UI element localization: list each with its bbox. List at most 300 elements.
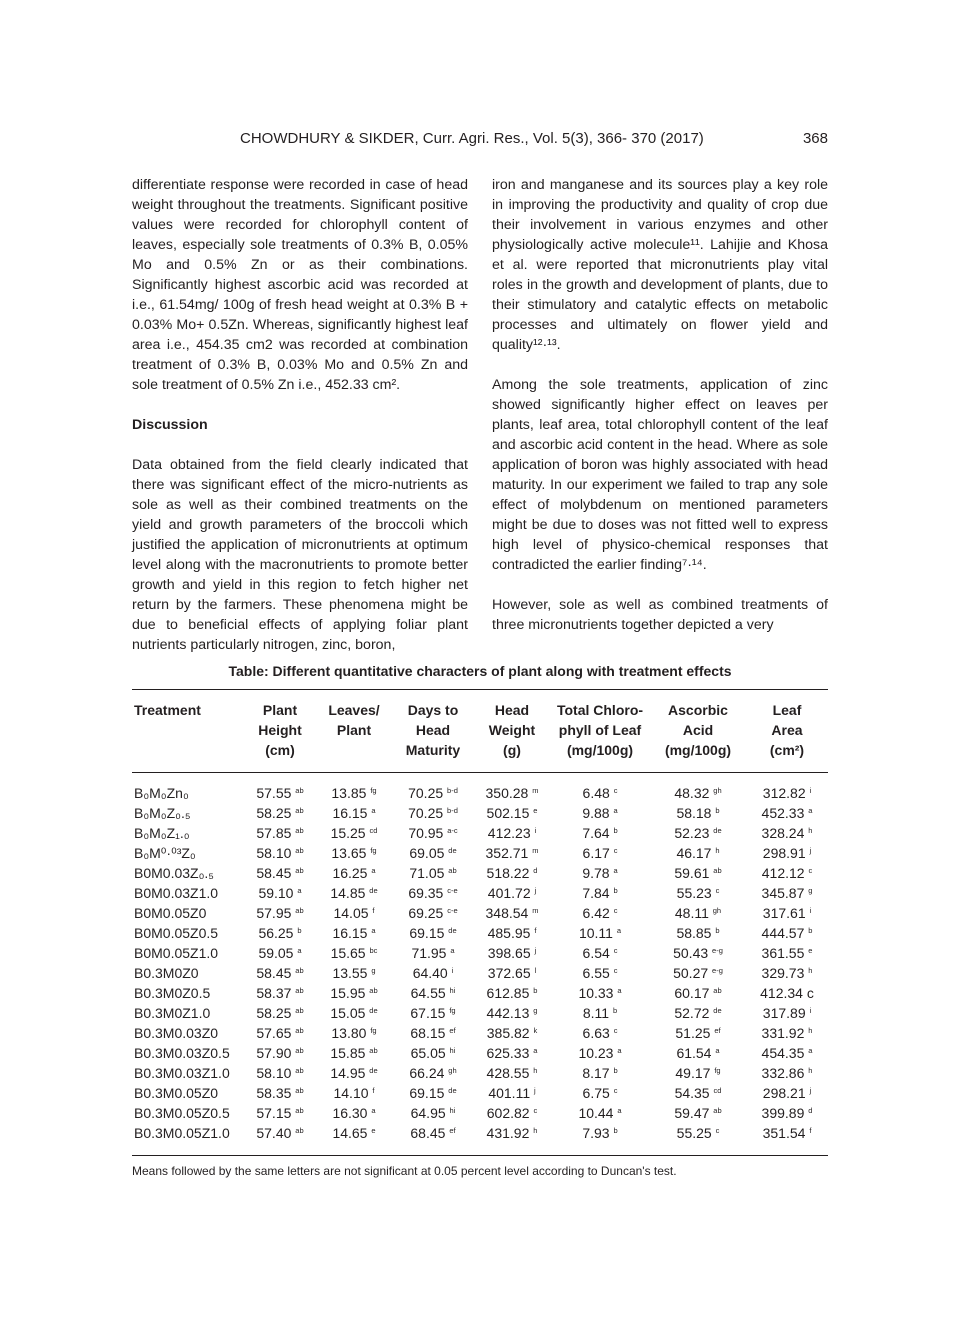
- significance-letter: a: [715, 1046, 720, 1055]
- value-cell: 58.37 $^{ab}$: [256, 985, 304, 1001]
- significance-letter: ab: [295, 1046, 304, 1055]
- results-table-block: [132, 663, 828, 1178]
- value-cell: 57.65 $^{ab}$: [256, 1025, 304, 1041]
- value-cell: 317.89 $^i$: [762, 1005, 812, 1021]
- significance-letter: cd: [713, 1086, 722, 1095]
- significance-letter: ef: [449, 1126, 456, 1135]
- significance-letter: b: [715, 926, 720, 935]
- significance-letter: f: [372, 906, 375, 915]
- paragraph: iron and manganese and its sources play a key role in improving the productivity and quality of crop due their involvement in various enzymes and other physiologically active molecule¹¹. Lahijie and Khosa et al. were reported that micronutrients play vital roles in the growth and development of plants, due to their stimulatory and catalytic effects on metabolic processes and ultimately on flower yield and quality¹²·¹³.: [492, 177, 828, 353]
- paragraph: Among the sole treatments, application of zinc showed significantly higher effect on leaves per plants, leaf area, total chlorophyll content of the leaf and ascorbic acid content in the head. Where as sole application of boron was highly associated with head maturity. In our experiment we failed to trap any sole effect of molybdenum on mentioned parameters might be due to doses was not fitted well to express high level of physico-chemical responses that contradicted the earlier finding⁷·¹⁴.: [492, 377, 828, 573]
- significance-letter: a: [297, 886, 302, 895]
- significance-letter: a: [808, 806, 813, 815]
- value-cell: 6.75 $^c$: [582, 1085, 618, 1101]
- value-cell: 57.40 $^{ab}$: [256, 1125, 304, 1141]
- value-cell: 69.35 $^{c-e}$: [408, 885, 458, 901]
- significance-letter: a: [617, 1046, 622, 1055]
- significance-letter: j: [534, 946, 537, 955]
- value-cell: 70.25 $^{b-d}$: [408, 785, 458, 801]
- significance-letter: a: [613, 806, 618, 815]
- running-head: CHOWDHURY & SIKDER, Curr. Agri. Res., Vol. 5(3), 366- 370 (2017): [240, 130, 704, 147]
- significance-letter: e: [533, 806, 538, 815]
- treatment-cell: B0.3M0.03Z0: [134, 1025, 219, 1041]
- value-cell: 58.25 $^{ab}$: [256, 1005, 304, 1021]
- significance-letter: h: [808, 966, 813, 975]
- table-footnote: Means followed by the same letters are not significant at 0.05 percent level according to Duncan's test.: [132, 1164, 677, 1178]
- value-cell: 58.45 $^{ab}$: [256, 865, 304, 881]
- value-cell: 328.24 $^h$: [761, 825, 813, 841]
- significance-letter: ab: [295, 1006, 304, 1015]
- column-header: Days to Head Maturity: [405, 702, 461, 758]
- significance-letter: ab: [295, 1086, 304, 1095]
- significance-letter: a: [613, 866, 618, 875]
- value-cell: 69.15 $^{de}$: [409, 1085, 457, 1101]
- table-row: [132, 1103, 828, 1123]
- significance-letter: e-g: [712, 946, 723, 955]
- significance-letter: ab: [369, 986, 378, 995]
- value-cell: 71.05 $^{ab}$: [409, 865, 457, 881]
- value-cell: 56.25 $^b$: [258, 925, 302, 941]
- significance-letter: b: [613, 1126, 618, 1135]
- significance-letter: ab: [295, 826, 304, 835]
- significance-letter: c: [613, 1086, 618, 1095]
- significance-letter: i: [809, 906, 812, 915]
- treatment-cell: B0M0.03Z1.0: [134, 885, 219, 901]
- significance-letter: e: [371, 1126, 376, 1135]
- significance-letter: i: [809, 786, 812, 795]
- value-cell: 61.54 $^a$: [676, 1045, 720, 1061]
- value-cell: 298.91 $^j$: [762, 845, 812, 861]
- significance-letter: ef: [449, 1026, 456, 1035]
- significance-letter: i: [534, 826, 537, 835]
- value-cell: 9.88 $^a$: [582, 805, 618, 821]
- value-cell: 502.15 $^e$: [486, 805, 538, 821]
- right-column: [492, 175, 828, 655]
- table-row: [132, 883, 828, 903]
- significance-letter: i: [809, 1006, 812, 1015]
- value-cell: 58.10 $^{ab}$: [256, 1065, 304, 1081]
- value-cell: 298.21 $^j$: [762, 1085, 812, 1101]
- significance-letter: fg: [714, 1066, 721, 1075]
- value-cell: 64.40 $^i$: [412, 965, 454, 981]
- significance-letter: de: [713, 826, 722, 835]
- value-cell: 10.33 $^a$: [578, 985, 622, 1001]
- significance-letter: e-g: [712, 966, 723, 975]
- value-cell: 59.10 $^a$: [258, 885, 302, 901]
- significance-letter: h: [808, 1066, 813, 1075]
- significance-letter: c: [715, 886, 720, 895]
- significance-letter: bc: [369, 946, 378, 955]
- table-row: [132, 1023, 828, 1043]
- significance-letter: ab: [448, 866, 457, 875]
- column-header: Total Chloro- phyll of Leaf (mg/100g): [556, 702, 644, 758]
- value-cell: 16.15 $^a$: [332, 805, 376, 821]
- column-header: Ascorbic Acid (mg/100g): [664, 702, 732, 758]
- value-cell: 50.27 $^{e-g}$: [673, 965, 723, 981]
- value-cell: 372.65 $^l$: [487, 965, 537, 981]
- significance-letter: g: [533, 1006, 538, 1015]
- significance-letter: h: [808, 1026, 813, 1035]
- significance-letter: de: [448, 1086, 457, 1095]
- significance-letter: a: [371, 926, 376, 935]
- value-cell: 57.95 $^{ab}$: [256, 905, 304, 921]
- significance-letter: c: [613, 906, 618, 915]
- significance-letter: a: [617, 986, 622, 995]
- significance-letter: k: [533, 1026, 538, 1035]
- value-cell: 64.95 $^{hi}$: [410, 1105, 456, 1121]
- significance-letter: g: [371, 966, 376, 975]
- significance-letter: a-c: [447, 826, 458, 835]
- significance-letter: c: [715, 1126, 720, 1135]
- treatment-cell: B0.3M0.05Z0: [134, 1085, 219, 1101]
- value-cell: 317.61 $^i$: [762, 905, 812, 921]
- significance-letter: a: [371, 866, 376, 875]
- value-cell: 6.17 $^c$: [582, 845, 618, 861]
- significance-letter: ab: [295, 906, 304, 915]
- significance-letter: m: [532, 906, 539, 915]
- column-header: Treatment: [134, 702, 201, 718]
- significance-letter: gh: [713, 786, 722, 795]
- significance-letter: j: [534, 1086, 536, 1095]
- value-cell: 7.64 $^b$: [582, 825, 618, 841]
- treatment-cell: B0.3M0Z0: [134, 965, 199, 981]
- value-cell: 428.55 $^h$: [486, 1065, 538, 1081]
- significance-letter: de: [369, 1006, 378, 1015]
- treatment-cell: B0.3M0.05Z1.0: [134, 1125, 230, 1141]
- significance-letter: h: [533, 1126, 538, 1135]
- significance-letter: h: [715, 846, 720, 855]
- value-cell: 7.93 $^b$: [582, 1125, 618, 1141]
- table-row: [132, 823, 828, 843]
- value-cell: 602.82 $^c$: [486, 1105, 538, 1121]
- value-cell: 352.71 $^m$: [485, 845, 539, 861]
- value-cell: 332.86 $^h$: [761, 1065, 813, 1081]
- value-cell: 398.65 $^j$: [487, 945, 537, 961]
- value-cell: 58.45 $^{ab}$: [256, 965, 304, 981]
- significance-letter: ab: [295, 986, 304, 995]
- treatment-cell: B₀M₀Z₁.₀: [134, 825, 190, 841]
- treatment-cell: B0.3M0.03Z1.0: [134, 1065, 230, 1081]
- significance-letter: fg: [370, 786, 377, 795]
- significance-letter: hi: [449, 1106, 456, 1115]
- significance-letter: ab: [295, 1026, 304, 1035]
- value-cell: 431.92 $^h$: [486, 1125, 538, 1141]
- value-cell: 14.10 $^f$: [333, 1085, 375, 1101]
- value-cell: 55.23 $^c$: [676, 885, 720, 901]
- significance-letter: b: [533, 986, 538, 995]
- value-cell: 412.34 c: [760, 985, 814, 1001]
- value-cell: 331.92 $^h$: [761, 1025, 813, 1041]
- value-cell: 385.82 $^k$: [486, 1025, 538, 1041]
- value-cell: 48.32 $^{gh}$: [674, 785, 722, 801]
- value-cell: 399.89 $^d$: [761, 1105, 813, 1121]
- value-cell: 16.15 $^a$: [332, 925, 376, 941]
- value-cell: 70.25 $^{b-d}$: [408, 805, 458, 821]
- significance-letter: c-e: [447, 906, 458, 915]
- value-cell: 68.45 $^{ef}$: [410, 1125, 456, 1141]
- value-cell: 57.15 $^{ab}$: [256, 1105, 304, 1121]
- value-cell: 452.33 $^a$: [761, 805, 813, 821]
- value-cell: 58.10 $^{ab}$: [256, 845, 304, 861]
- value-cell: 612.85 $^b$: [486, 985, 538, 1001]
- significance-letter: hi: [449, 1046, 456, 1055]
- value-cell: 14.95 $^{de}$: [330, 1065, 378, 1081]
- significance-letter: de: [448, 846, 457, 855]
- section-heading-discussion: Discussion: [132, 417, 208, 433]
- significance-letter: c: [613, 786, 618, 795]
- significance-letter: a: [533, 1046, 538, 1055]
- table-row: [132, 923, 828, 943]
- value-cell: 15.05 $^{de}$: [330, 1005, 378, 1021]
- significance-letter: c: [613, 846, 618, 855]
- value-cell: 6.55 $^c$: [582, 965, 618, 981]
- significance-letter: fg: [370, 846, 377, 855]
- significance-letter: b-d: [447, 786, 458, 795]
- value-cell: 58.18 $^b$: [676, 805, 720, 821]
- value-cell: 52.23 $^{de}$: [674, 825, 722, 841]
- table-row: [132, 843, 828, 863]
- column-header: Leaves/ Plant: [328, 702, 380, 738]
- value-cell: 348.54 $^m$: [485, 905, 539, 921]
- significance-letter: c-e: [447, 886, 458, 895]
- value-cell: 69.15 $^{de}$: [409, 925, 457, 941]
- value-cell: 59.05 $^a$: [258, 945, 302, 961]
- table-header-row: [132, 690, 828, 773]
- significance-letter: de: [369, 1066, 378, 1075]
- column-header: Head Weight (g): [488, 702, 536, 758]
- significance-letter: ab: [295, 1126, 304, 1135]
- significance-letter: a: [371, 806, 376, 815]
- value-cell: 71.95 $^a$: [411, 945, 455, 961]
- significance-letter: ef: [714, 1026, 721, 1035]
- value-cell: 58.85 $^b$: [676, 925, 720, 941]
- value-cell: 6.63 $^c$: [582, 1025, 618, 1041]
- treatment-cell: B0.3M0Z0.5: [134, 985, 211, 1001]
- significance-letter: h: [533, 1066, 538, 1075]
- value-cell: 14.05 $^f$: [333, 905, 375, 921]
- significance-letter: ab: [295, 806, 304, 815]
- significance-letter: i: [451, 966, 454, 975]
- value-cell: 46.17 $^h$: [676, 845, 720, 861]
- treatment-cell: B₀M₀Z₀.₅: [134, 805, 191, 821]
- value-cell: 64.55 $^{hi}$: [410, 985, 456, 1001]
- treatment-cell: B₀M₀Zn₀: [134, 785, 189, 801]
- table-row: [132, 803, 828, 823]
- significance-letter: d: [533, 866, 538, 875]
- value-cell: 15.65 $^{bc}$: [330, 945, 378, 961]
- significance-letter: de: [448, 926, 457, 935]
- table-body: [132, 773, 828, 1156]
- significance-letter: b: [808, 926, 813, 935]
- significance-letter: ab: [295, 1066, 304, 1075]
- significance-letter: a: [450, 946, 455, 955]
- paragraph: differentiate response were recorded in case of head weight throughout the treatments. Significant positive values were recorded for chlorophyll content of leaves, especially sole treatments of 0.3% B, 0.05% Mo and 0.5% Zn or as their combinations. Significantly highest ascorbic acid was recorded at i.e., 61.54mg/ 100g of fresh head weight at 0.3% B + 0.03% Mo+ 0.5Zn. Whereas, significantly highest leaf area i.e., 454.35 cm2 was recorded at combination treatment of 0.3% B, 0.03% Mo and 0.5% Zn and sole treatment of 0.5% Zn i.e., 452.33 cm².: [132, 177, 468, 393]
- value-cell: 59.47 $^{ab}$: [674, 1105, 722, 1121]
- significance-letter: b: [715, 806, 720, 815]
- table-row: [132, 773, 828, 804]
- value-cell: 345.87 $^g$: [761, 885, 813, 901]
- significance-letter: cd: [369, 826, 378, 835]
- significance-letter: ab: [295, 966, 304, 975]
- value-cell: 16.30 $^a$: [332, 1105, 376, 1121]
- significance-letter: c: [613, 946, 618, 955]
- significance-letter: f: [372, 1086, 375, 1095]
- treatment-cell: B0.3M0.05Z0.5: [134, 1105, 230, 1121]
- table-row: [132, 983, 828, 1003]
- value-cell: 10.23 $^a$: [578, 1045, 622, 1061]
- value-cell: 485.95 $^f$: [487, 925, 537, 941]
- significance-letter: d: [808, 1106, 813, 1115]
- significance-letter: b: [612, 1006, 618, 1015]
- value-cell: 13.55 $^g$: [332, 965, 376, 981]
- value-cell: 401.11 $^j$: [488, 1085, 536, 1101]
- significance-letter: ab: [295, 866, 304, 875]
- page-header: [0, 130, 960, 150]
- significance-letter: a: [371, 1106, 376, 1115]
- treatment-cell: B0M0.05Z0.5: [134, 925, 219, 941]
- value-cell: 69.05 $^{de}$: [409, 845, 457, 861]
- significance-letter: ab: [369, 1046, 378, 1055]
- significance-letter: c: [533, 1106, 538, 1115]
- value-cell: 351.54 $^f$: [762, 1125, 812, 1141]
- significance-letter: a: [808, 1046, 813, 1055]
- value-cell: 454.35 $^a$: [761, 1045, 813, 1061]
- significance-letter: g: [808, 886, 813, 895]
- value-cell: 16.25 $^a$: [332, 865, 376, 881]
- value-cell: 66.24 $^{gh}$: [409, 1065, 457, 1081]
- table-row: [132, 1003, 828, 1023]
- value-cell: 55.25 $^c$: [676, 1125, 720, 1141]
- value-cell: 68.15 $^{ef}$: [410, 1025, 456, 1041]
- value-cell: 329.73 $^h$: [761, 965, 813, 981]
- table-row: [132, 1083, 828, 1103]
- value-cell: 6.42 $^c$: [582, 905, 618, 921]
- treatment-cell: B0M0.03Z₀.₅: [134, 865, 214, 881]
- value-cell: 14.85 $^{de}$: [330, 885, 378, 901]
- left-column: [132, 175, 468, 675]
- value-cell: 8.17 $^b$: [582, 1065, 618, 1081]
- significance-letter: gh: [712, 906, 722, 915]
- value-cell: 625.33 $^a$: [486, 1045, 538, 1061]
- value-cell: 7.84 $^b$: [582, 885, 618, 901]
- significance-letter: f: [809, 1126, 812, 1135]
- significance-letter: hi: [449, 986, 456, 995]
- significance-letter: m: [532, 786, 539, 795]
- value-cell: 6.48 $^c$: [582, 785, 618, 801]
- significance-letter: de: [369, 886, 378, 895]
- value-cell: 58.25 $^{ab}$: [256, 805, 304, 821]
- significance-letter: ab: [713, 866, 722, 875]
- value-cell: 67.15 $^{fg}$: [410, 1005, 456, 1021]
- significance-letter: ab: [295, 1106, 304, 1115]
- significance-letter: c: [613, 966, 618, 975]
- value-cell: 48.11 $^{gh}$: [674, 905, 722, 921]
- value-cell: 49.17 $^{fg}$: [675, 1065, 721, 1081]
- significance-letter: c: [613, 1026, 618, 1035]
- significance-letter: a: [297, 946, 302, 955]
- treatment-cell: B0.3M0.03Z0.5: [134, 1045, 230, 1061]
- value-cell: 57.85 $^{ab}$: [256, 825, 304, 841]
- table-row: [132, 943, 828, 963]
- table-row: [132, 863, 828, 883]
- value-cell: 9.78 $^a$: [582, 865, 618, 881]
- significance-letter: gh: [448, 1066, 457, 1075]
- value-cell: 57.90 $^{ab}$: [256, 1045, 304, 1061]
- value-cell: 14.65 $^e$: [332, 1125, 376, 1141]
- value-cell: 442.13 $^g$: [486, 1005, 538, 1021]
- significance-letter: fg: [449, 1006, 456, 1015]
- significance-letter: j: [534, 886, 537, 895]
- significance-letter: b: [613, 1066, 618, 1075]
- value-cell: 412.12 $^c$: [761, 865, 813, 881]
- value-cell: 54.35 $^{cd}$: [674, 1085, 722, 1101]
- treatment-cell: B₀M⁰·⁰³Z₀: [134, 845, 196, 861]
- column-header: Plant Height (cm): [258, 702, 302, 758]
- table-caption: Table: Different quantitative characters of plant along with treatment effects: [228, 663, 732, 679]
- table-row: [132, 963, 828, 983]
- value-cell: 65.05 $^{hi}$: [410, 1045, 456, 1061]
- significance-letter: j: [809, 1086, 812, 1095]
- value-cell: 6.54 $^c$: [582, 945, 618, 961]
- value-cell: 15.95 $^{ab}$: [330, 985, 378, 1001]
- value-cell: 58.35 $^{ab}$: [256, 1085, 304, 1101]
- value-cell: 15.85 $^{ab}$: [330, 1045, 378, 1061]
- value-cell: 51.25 $^{ef}$: [675, 1025, 721, 1041]
- value-cell: 60.17 $^{ab}$: [674, 985, 722, 1001]
- value-cell: 350.28 $^m$: [485, 785, 539, 801]
- treatment-cell: B0.3M0Z1.0: [134, 1005, 211, 1021]
- value-cell: 361.55 $^e$: [761, 945, 813, 961]
- value-cell: 412.23 $^i$: [487, 825, 537, 841]
- value-cell: 401.72 $^j$: [487, 885, 537, 901]
- significance-letter: a: [617, 1106, 622, 1115]
- significance-letter: e: [808, 946, 813, 955]
- table-row: [132, 1123, 828, 1156]
- treatment-cell: B0M0.05Z0: [134, 905, 207, 921]
- value-cell: 13.65 $^{fg}$: [331, 845, 377, 861]
- column-header: Leaf Area (cm²): [769, 702, 805, 758]
- significance-letter: ab: [713, 986, 722, 995]
- value-cell: 57.55 $^{ab}$: [256, 785, 304, 801]
- significance-letter: b: [297, 926, 302, 935]
- results-table: [132, 689, 828, 1156]
- value-cell: 10.11 $^a$: [578, 925, 622, 941]
- significance-letter: a: [616, 926, 622, 935]
- table-row: [132, 903, 828, 923]
- value-cell: 50.43 $^{e-g}$: [673, 945, 723, 961]
- significance-letter: b-d: [447, 806, 458, 815]
- significance-letter: ab: [295, 846, 304, 855]
- table-row: [132, 1063, 828, 1083]
- significance-letter: ab: [713, 1106, 722, 1115]
- treatment-cell: B0M0.05Z1.0: [134, 945, 219, 961]
- significance-letter: h: [808, 826, 813, 835]
- significance-letter: b: [613, 826, 618, 835]
- significance-letter: j: [809, 846, 812, 855]
- value-cell: 70.95 $^{a-c}$: [408, 825, 458, 841]
- value-cell: 69.25 $^{c-e}$: [408, 905, 458, 921]
- page-number: 368: [802, 130, 828, 147]
- significance-letter: l: [534, 966, 537, 975]
- value-cell: 518.22 $^d$: [486, 865, 538, 881]
- significance-letter: c: [808, 866, 813, 875]
- paragraph: Data obtained from the field clearly indicated that there was significant effect of the micro-nutrients as sole as well as their combined treatments on the yield and growth parameters of the broccoli which justified the application of micronutrients at optimum level along with the macronutrients to promote better growth and yield in this region to fetch higher net return by the farmers. These phenomena might be due to beneficial effects of applying foliar plant nutrients particularly nitrogen, zinc, boron,: [132, 457, 468, 653]
- significance-letter: de: [713, 1006, 722, 1015]
- value-cell: 15.25 $^{cd}$: [330, 825, 378, 841]
- value-cell: 8.11 $^b$: [582, 1005, 618, 1021]
- value-cell: 59.61 $^{ab}$: [674, 865, 722, 881]
- significance-letter: m: [532, 846, 539, 855]
